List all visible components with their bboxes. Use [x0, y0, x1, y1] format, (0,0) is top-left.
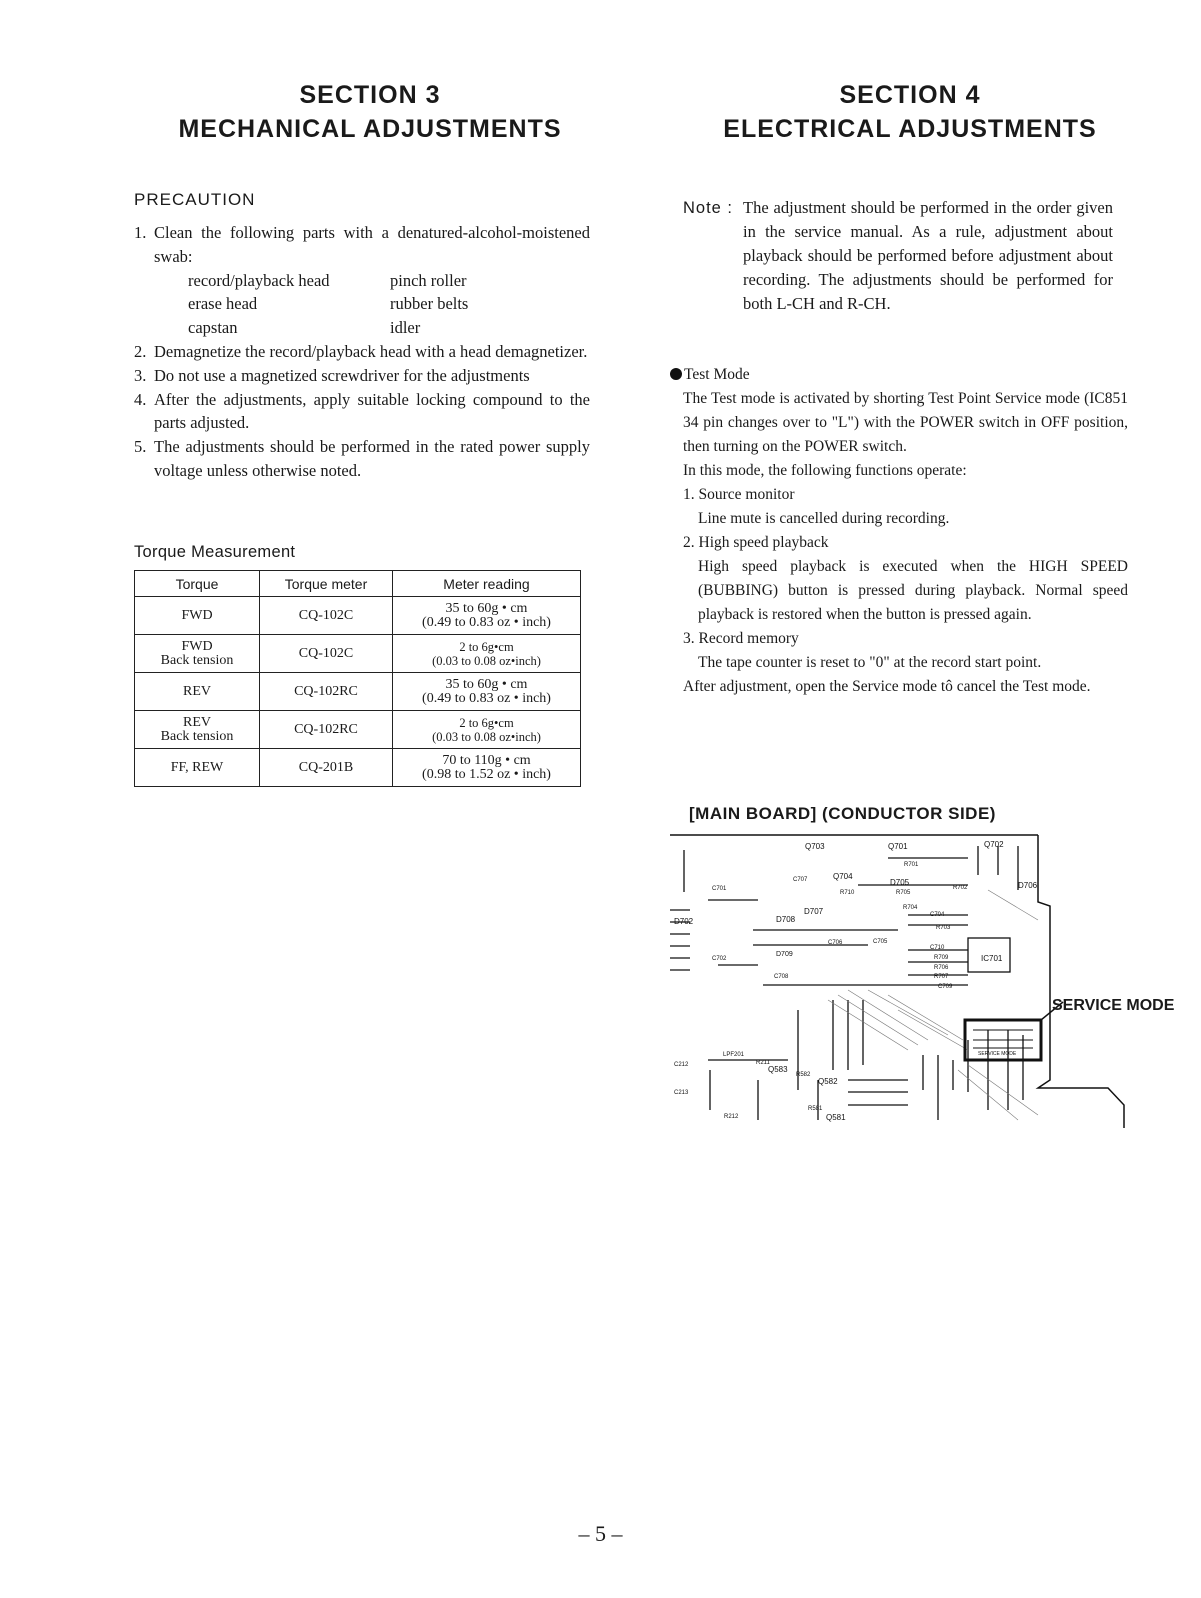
list-item: [134, 364, 590, 388]
pcb-label: D702: [674, 917, 694, 926]
pcb-label: R211: [756, 1060, 770, 1066]
column-header: Torque: [135, 571, 260, 597]
part-name: capstan: [188, 318, 238, 338]
pcb-label: Q583: [768, 1065, 788, 1074]
table-row: [135, 597, 581, 635]
parts-list: [188, 269, 590, 340]
meter-cell: CQ-102C: [260, 635, 393, 673]
section4-title: [670, 78, 1150, 146]
pcb-label: R704: [903, 905, 918, 911]
pcb-label: C704: [930, 912, 945, 918]
pcb-label: R710: [840, 890, 855, 896]
item-text: Do not use a magnetized screwdriver for the adjustments: [154, 365, 530, 385]
part-name: rubber belts: [390, 294, 469, 314]
torque-cell: FWD Back tension: [135, 635, 260, 673]
item-number: 4.: [134, 389, 147, 409]
board-caption: [MAIN BOARD] (CONDUCTOR SIDE): [689, 804, 996, 823]
precaution-list: [134, 221, 590, 483]
item-number: 3.: [134, 365, 147, 385]
pcb-label: C705: [873, 939, 888, 945]
column-header: Torque meter: [260, 571, 393, 597]
pcb-label: R703: [936, 925, 951, 931]
pcb-label: D706: [1018, 881, 1038, 890]
pcb-label: R212: [724, 1114, 739, 1120]
torque-cell: FF, REW: [135, 749, 260, 787]
torque-heading: Torque Measurement: [134, 543, 296, 561]
reading-cell: 2 to 6g•cm (0.03 to 0.08 oz•inch): [393, 711, 581, 749]
reading-cell: 2 to 6g•cm (0.03 to 0.08 oz•inch): [393, 635, 581, 673]
reading-cell: 35 to 60g • cm (0.49 to 0.83 oz • inch): [393, 673, 581, 711]
pcb-label: Q701: [888, 842, 908, 851]
test-mode-heading-row: [670, 363, 1128, 387]
section3-title-line2: MECHANICAL ADJUSTMENTS: [178, 115, 562, 143]
function-title: 3. Record memory: [683, 630, 799, 647]
pcb-label: Q581: [826, 1113, 846, 1122]
test-mode-intro: The Test mode is activated by shorting Test Point Service mode (IC851 34 pin changes over to "L") with the POWER switch in OFF position, then turning on the POWER switch.: [683, 390, 1128, 455]
main-board-diagram: [668, 830, 1138, 1130]
list-item: [134, 221, 590, 269]
pcb-label: IC701: [981, 954, 1003, 963]
function-title: 2. High speed playback: [683, 534, 829, 551]
item-number: 2.: [134, 341, 147, 361]
section3-title-line1: SECTION 3: [299, 81, 441, 109]
pcb-label: SERVICE MODE: [978, 1051, 1017, 1057]
pcb-label: C702: [712, 956, 727, 962]
precaution-heading: PRECAUTION: [134, 190, 256, 209]
page-number: – 5 –: [578, 1521, 623, 1546]
bullet-icon: [670, 368, 682, 380]
torque-cell: FWD: [135, 597, 260, 635]
reading-cell: 35 to 60g • cm (0.49 to 0.83 oz • inch): [393, 597, 581, 635]
part-name: idler: [390, 318, 421, 338]
item-text: Clean the following parts with a denatured-alcohol-moistened swab:: [154, 223, 590, 266]
list-item: [134, 340, 590, 364]
pcb-label: C707: [793, 877, 808, 883]
function-desc: High speed playback is executed when the HIGH SPEED (BUBBING) button is pressed during playback. Normal speed playback is restored when the button is pressed again.: [698, 558, 1128, 623]
part-name: record/playback head: [188, 270, 330, 290]
function-desc: Line mute is cancelled during recording.: [698, 510, 950, 527]
function-desc: The tape counter is reset to "0" at the record start point.: [698, 654, 1042, 671]
part-name: pinch roller: [390, 270, 467, 290]
table-header-row: [135, 571, 581, 597]
table-row: [135, 635, 581, 673]
pcb-label: R702: [953, 885, 968, 891]
pcb-label: Q704: [833, 872, 853, 881]
reading-cell: 70 to 110g • cm (0.98 to 1.52 oz • inch): [393, 749, 581, 787]
pcb-label: C710: [930, 945, 945, 951]
pcb-label: R709: [934, 955, 949, 961]
pcb-label: C212: [674, 1062, 689, 1068]
pcb-label: D705: [890, 878, 910, 887]
section3-title: [130, 78, 610, 146]
meter-cell: CQ-102C: [260, 597, 393, 635]
pcb-label: C706: [828, 940, 843, 946]
pcb-label: R581: [808, 1106, 823, 1112]
pcb-label: Q703: [805, 842, 825, 851]
meter-cell: CQ-102RC: [260, 711, 393, 749]
item-number: 5.: [134, 437, 147, 457]
pcb-label: D708: [776, 915, 796, 924]
item-text: The adjustments should be performed in the rated power supply voltage unless otherwise noted.: [154, 437, 590, 480]
torque-table: [134, 570, 581, 787]
test-mode-sub: In this mode, the following functions operate:: [683, 462, 967, 479]
pcb-label: R705: [896, 890, 911, 896]
note-label: Note :: [683, 199, 734, 217]
pcb-label: C213: [674, 1090, 689, 1096]
pcb-label: C708: [774, 974, 789, 980]
function-title: 1. Source monitor: [683, 486, 795, 503]
pcb-label: R707: [934, 974, 949, 980]
after-adjustment-text: After adjustment, open the Service mode tô cancel the Test mode.: [683, 678, 1091, 695]
pcb-label: R582: [796, 1072, 811, 1078]
note-text: The adjustment should be performed in the order given in the service manual. As a rule, adjustment about playback should be performed before adjustment about recording. The adjustments should be performed for both L-CH and R-CH.: [743, 198, 1113, 313]
pcb-label: C701: [712, 886, 727, 892]
meter-cell: CQ-102RC: [260, 673, 393, 711]
table-row: [135, 749, 581, 787]
table-row: [135, 673, 581, 711]
section4-title-line2: ELECTRICAL ADJUSTMENTS: [723, 115, 1097, 143]
item-text: Demagnetize the record/playback head with a head demagnetizer.: [154, 341, 588, 361]
torque-cell: REV: [135, 673, 260, 711]
test-mode-heading: Test Mode: [684, 366, 750, 383]
pcb-label: LPF201: [723, 1052, 745, 1058]
part-name: erase head: [188, 294, 258, 314]
pcb-label: Q582: [818, 1077, 838, 1086]
section4-title-line1: SECTION 4: [839, 81, 981, 109]
item-number: 1.: [134, 223, 147, 242]
column-header: Meter reading: [393, 571, 581, 597]
list-item: [134, 388, 590, 436]
test-mode-block: [670, 363, 1128, 699]
meter-cell: CQ-201B: [260, 749, 393, 787]
item-text: After the adjustments, apply suitable locking compound to the parts adjusted.: [154, 389, 590, 433]
pcb-label: C709: [938, 984, 953, 990]
note-block: [683, 196, 1113, 316]
torque-cell: REV Back tension: [135, 711, 260, 749]
pcb-label: R706: [934, 965, 949, 971]
pcb-label: D707: [804, 907, 824, 916]
pcb-label: R701: [904, 862, 919, 868]
list-item: [134, 435, 590, 483]
pcb-label: Q702: [984, 840, 1004, 849]
service-mode-label: SERVICE MODE: [1052, 997, 1175, 1014]
table-row: [135, 711, 581, 749]
pcb-label: D709: [776, 951, 793, 958]
